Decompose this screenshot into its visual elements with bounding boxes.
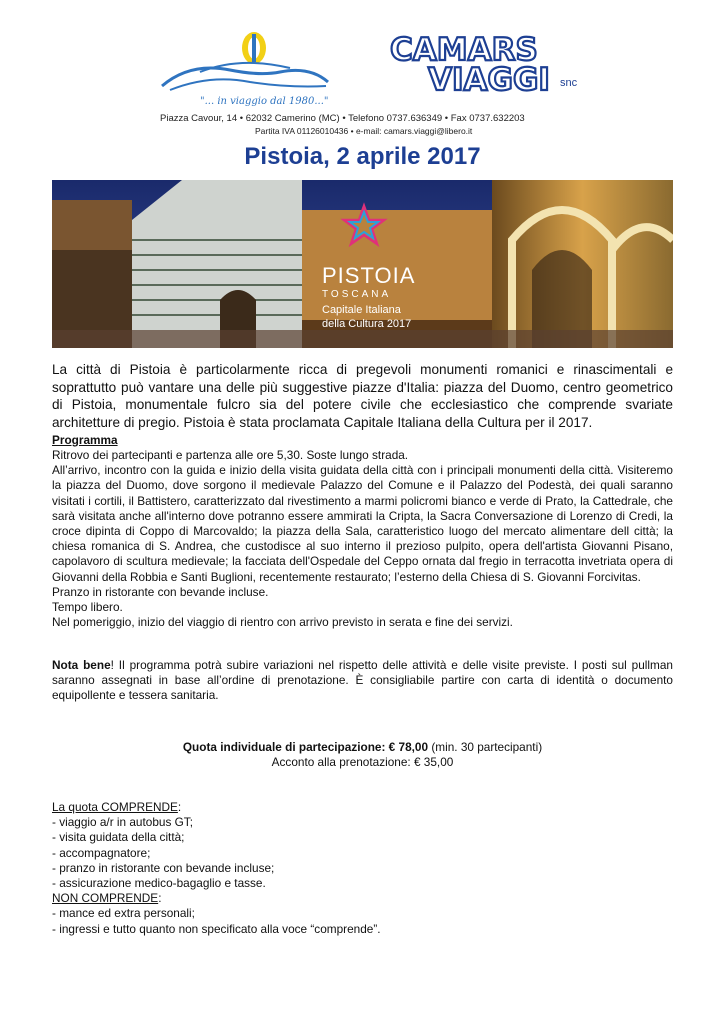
agency-logo-wordmark [388,30,588,100]
banner-logo-subtitle: TOSCANA [322,289,392,300]
includes-heading: La quota COMPRENDE [52,800,178,814]
program-paragraph: Tempo libero. [52,600,123,615]
program-heading: Programma [52,433,118,447]
list-item: - ingressi e tutto quanto non specificato alla voce “comprende”. [52,921,381,936]
note-paragraph [52,658,673,704]
brand-name-line1: CAMARS [390,32,538,68]
agency-logo-emblem [160,28,330,110]
price-line [0,740,725,755]
page-title: Pistoia, 2 aprile 2017 [244,143,481,170]
brand-suffix: snc [560,77,578,89]
list-item: - pranzo in ristorante con bevande incluse; [52,860,275,875]
program-paragraph: Pranzo in ristorante con bevande incluse. [52,584,269,599]
brand-name-line2: VIAGGI [428,62,550,98]
list-item: - visita guidata della città; [52,830,185,845]
logo-slogan: "... in viaggio dal 1980..." [200,96,329,107]
deposit-line: Acconto alla prenotazione: € 35,00 [271,755,454,769]
price-min-note: (min. 30 partecipanti) [428,740,543,754]
inclusions-list: La quota COMPRENDE: - viaggio a/r in autobus GT; - visita guidata della città; - accompagnatore; - pranzo in ristorante con bevande incluse; - assicurazione medico-bagaglio e tasse. NON COMPRENDE: - mance ed extra personali; - ingressi e tutto quanto non specificato alla voce “comprende”. [52,800,552,937]
program-paragraph: All’arrivo, incontro con la guida e inizio della visita guidata della città con i principali monumenti della città. Visiteremo la piazza del Duomo, dove sorgono il medievale Palazzo del Comune e il Palazzo del Podestà, dei quali saranno visitati i cortili, il Battistero, caratterizzato dal rivestimento a marmi policromi bianco e verde di Prato, la Cattedrale, che sarà visitata anche all'interno dove potranno essere ammirati la Cripta, la Sacra Conversazione di Lorenzo di Credi, la croce dipinta di Coppo di Marcovaldo; la piazza della Sala, caratteristico luogo del mercato alimentare dell città; la chiesa romanica di S. Andrea, che custodisce al suo interno il prezioso pulpito, opera dell'artista Giovanni Pisano, capolavoro di scultura medievale; la facciata dell'Ospedale del Ceppo ornata dal fregio in terracotta invetriata opera di Giovanni della Robbia e Santi Buglioni, recentemente restaurato; l’esterno della Chiesa di S. Giovanni Forcivitas. [52,463,673,584]
list-item: - viaggio a/r in autobus GT; [52,815,193,830]
banner-logo-line2: della Cultura 2017 [322,318,412,330]
program-text [52,448,673,630]
agency-vat-email: Partita IVA 01126010436 • e-mail: camars.viaggi@libero.it [255,126,473,136]
banner-logo-title: PISTOIA [322,263,416,288]
intro-paragraph: La città di Pistoia è particolarmente ricca di pregevoli monumenti romanici e rinascimentali e soprattutto può vantare una delle più suggestive piazze d'Italia: piazza del Duomo, centro geometrico di Pistoia, monumentale fulcro sia del potere civile che ecclesiastico che comprende svariate architetture di pregio. Pistoia è stata proclamata Capitale Italiana della Cultura per il 2017. [52,362,673,430]
excludes-heading: NON COMPRENDE [52,891,159,906]
list-item: - accompagnatore; [52,845,151,860]
list-item: - mance ed extra personali; [52,906,195,921]
price-label: Quota individuale di partecipazione: € 78,00 [182,740,429,754]
list-item: - assicurazione medico-bagaglio e tasse. [52,876,266,891]
agency-address: Piazza Cavour, 14 • 62032 Camerino (MC) • Telefono 0737.636349 • Fax 0737.632203 [160,113,525,124]
note-text: ! Il programma potrà subire variazioni nel rispetto delle attività e delle visite previste. I posti sul pullman saranno assegnati in base all’ordine di prenotazione. È consigliabile partire con carta di identità o documento equipollente e tessera sanitaria. [52,658,673,703]
program-paragraph: Nel pomeriggio, inizio del viaggio di rientro con arrivo previsto in serata e fine dei servizi. [52,615,513,630]
program-paragraph: Ritrovo dei partecipanti e partenza alle ore 5,30. Soste lungo strada. [52,448,409,462]
banner-logo-line1: Capitale Italiana [322,304,401,316]
baptistery-icon [132,180,302,348]
pistoia-banner-photo [52,180,673,348]
note-label: Nota bene [52,658,111,672]
